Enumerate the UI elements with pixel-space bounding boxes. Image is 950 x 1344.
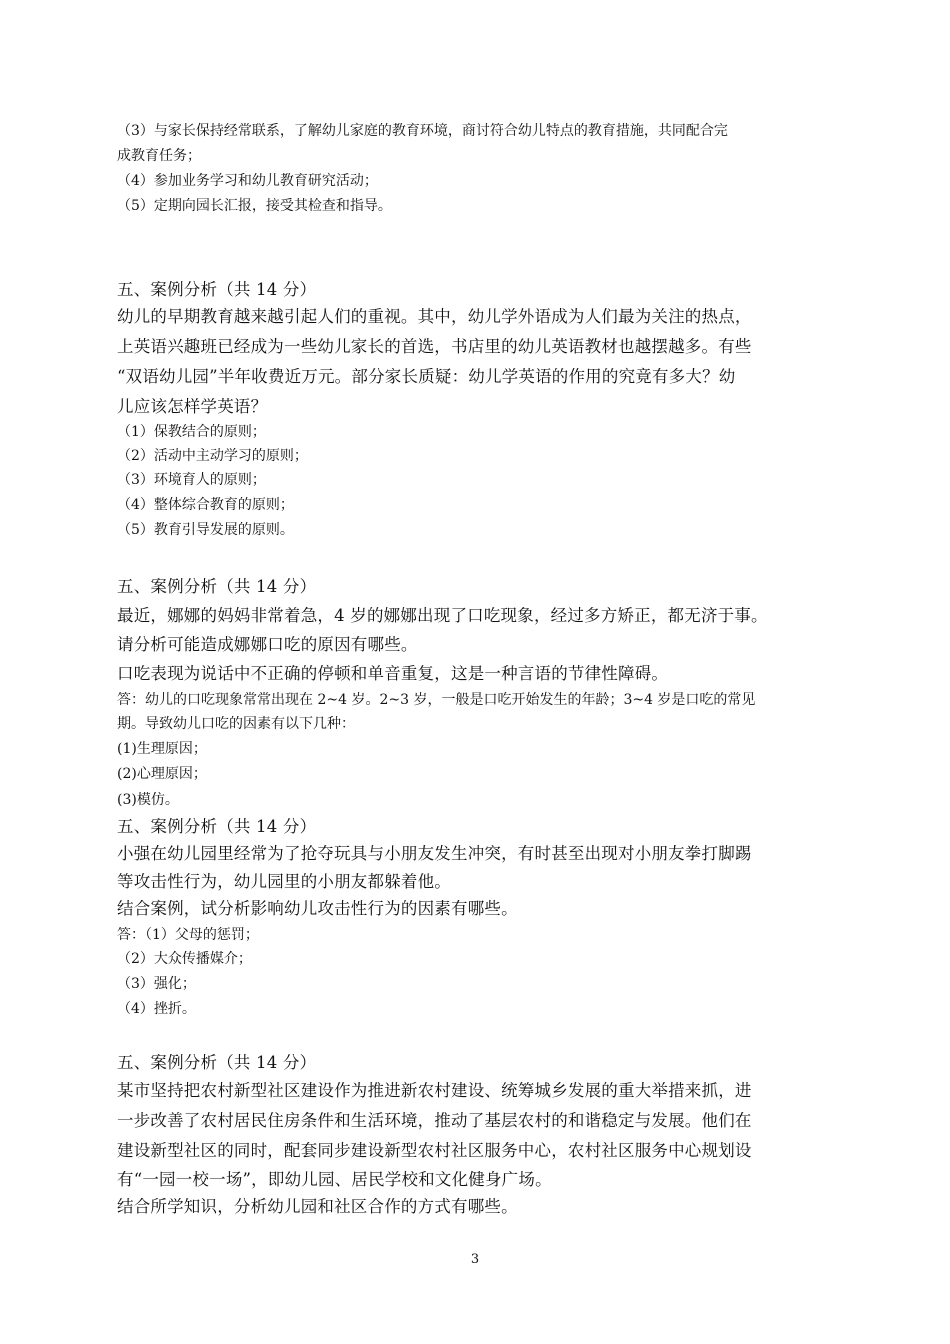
case-body-line: 小强在幼儿园里经常为了抢夺玩具与小朋友发生冲突，有时甚至出现对小朋友拳打脚踢 [117, 844, 752, 863]
case-body-line: 结合所学知识，分析幼儿园和社区合作的方式有哪些。 [117, 1197, 518, 1216]
intro-line: （3）与家长保持经常联系，了解幼儿家庭的教育环境，商讨符合幼儿特点的教育措施，共同配合完 [117, 123, 728, 139]
answer-line: （3）强化； [117, 976, 196, 992]
answer-line: 答：（1）父母的惩罚； [117, 927, 259, 943]
case-heading: 五、案例分析（共 14 分） [117, 280, 317, 299]
case-body-line: “双语幼儿园”半年收费近万元。部分家长质疑：幼儿学英语的作用的究竟有多大？幼 [117, 367, 736, 386]
case-body-line: 上英语兴趣班已经成为一些幼儿家长的首选，书店里的幼儿英语教材也越摆越多。有些 [117, 337, 752, 356]
answer-line: (2)心理原因； [117, 766, 207, 782]
case-body-line: 建设新型社区的同时，配套同步建设新型农村社区服务中心，农村社区服务中心规划设 [117, 1141, 752, 1160]
answer-line: （4）挫折。 [117, 1001, 196, 1017]
case-body-line: 有“一园一校一场”，即幼儿园、居民学校和文化健身广场。 [117, 1170, 552, 1189]
answer-line: （1）保教结合的原则； [117, 424, 266, 440]
case-heading: 五、案例分析（共 14 分） [117, 577, 317, 596]
answer-line: （2）大众传播媒介； [117, 951, 252, 967]
case-body-line: 等攻击性行为，幼儿园里的小朋友都躲着他。 [117, 872, 451, 891]
answer-line: （4）整体综合教育的原则； [117, 497, 294, 513]
page-number: 3 [470, 1252, 480, 1267]
case-body-line: 一步改善了农村居民住房条件和生活环境，推动了基层农村的和谐稳定与发展。他们在 [117, 1111, 752, 1130]
answer-line: (3)模仿。 [117, 792, 179, 808]
answer-line: （2）活动中主动学习的原则； [117, 448, 308, 464]
case-heading: 五、案例分析（共 14 分） [117, 1053, 317, 1072]
answer-line: 期。导致幼儿口吃的因素有以下几种： [117, 716, 355, 732]
case-body-line: 结合案例，试分析影响幼儿攻击性行为的因素有哪些。 [117, 899, 518, 918]
case-body-line: 某市坚持把农村新型社区建设作为推进新农村建设、统筹城乡发展的重大举措来抓，进 [117, 1081, 752, 1100]
intro-line: （5）定期向园长汇报，接受其检查和指导。 [117, 198, 392, 214]
answer-line: （5）教育引导发展的原则。 [117, 522, 294, 538]
case-body-line: 儿应该怎样学英语？ [117, 397, 268, 416]
case-heading: 五、案例分析（共 14 分） [117, 817, 317, 836]
case-body-line: 口吃表现为说话中不正确的停顿和单音重复，这是一种言语的节律性障碍。 [117, 664, 669, 683]
case-body-line: 幼儿的早期教育越来越引起人们的重视。其中，幼儿学外语成为人们最为关注的热点， [117, 307, 752, 326]
answer-line: (1)生理原因； [117, 741, 207, 757]
answer-line: 答：幼儿的口吃现象常常出现在 2~4 岁。2~3 岁，一般是口吃开始发生的年龄；3~4 岁是口吃的常见 [117, 692, 756, 708]
intro-line: （4）参加业务学习和幼儿教育研究活动； [117, 173, 378, 189]
case-body-line: 请分析可能造成娜娜口吃的原因有哪些。 [117, 635, 418, 654]
answer-line: （3）环境育人的原则； [117, 472, 266, 488]
intro-line: 成教育任务； [117, 148, 201, 164]
case-body-line: 最近，娜娜的妈妈非常着急，4 岁的娜娜出现了口吃现象，经过多方矫正，都无济于事。 [117, 606, 768, 625]
